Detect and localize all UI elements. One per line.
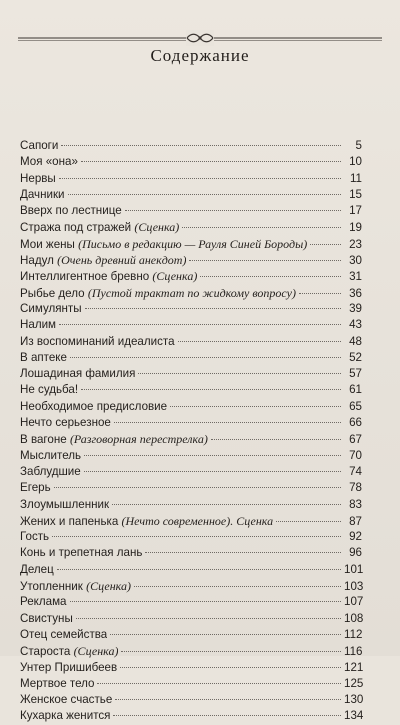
toc-entry-title-text: Нервы bbox=[20, 171, 56, 185]
page-title: Содержание bbox=[150, 46, 250, 65]
toc-entry-title-text: Интеллигентное бревно bbox=[20, 270, 150, 284]
toc-entry-title-text: Конь и трепетная лань bbox=[20, 546, 143, 560]
ornament-divider bbox=[0, 30, 400, 46]
toc-entry-page-number: 19 bbox=[349, 221, 362, 235]
toc-entry bbox=[20, 627, 362, 643]
toc-entry-title bbox=[20, 497, 109, 513]
dot-leader bbox=[68, 194, 341, 195]
toc-entry-subtitle: (Сценка) bbox=[134, 220, 180, 235]
dot-leader bbox=[211, 439, 341, 440]
toc-entry-page-number: 57 bbox=[349, 367, 362, 381]
toc-entry-page-number: 107 bbox=[344, 595, 364, 609]
toc-entry bbox=[20, 676, 362, 692]
toc-entry bbox=[20, 268, 362, 284]
toc-entry-title bbox=[20, 187, 65, 203]
toc-entry-page-number: 96 bbox=[349, 546, 362, 560]
toc-entry-title bbox=[20, 594, 67, 610]
toc-entry-title bbox=[20, 154, 78, 170]
toc-entry-title-text: Свистуны bbox=[20, 611, 73, 625]
toc-entry-page-number: 30 bbox=[349, 254, 362, 268]
toc-entry-title bbox=[20, 578, 131, 595]
toc-entry bbox=[20, 317, 362, 333]
toc-entry-page-number: 36 bbox=[349, 286, 362, 300]
toc-entry bbox=[20, 611, 362, 627]
dot-leader bbox=[182, 227, 341, 228]
toc-entry-subtitle: (Сценка) bbox=[73, 644, 119, 659]
toc-entry bbox=[20, 219, 362, 235]
toc-entry bbox=[20, 464, 362, 480]
toc-entry bbox=[20, 448, 362, 464]
dot-leader bbox=[110, 634, 341, 635]
dot-leader bbox=[170, 406, 341, 407]
toc-entry-subtitle: (Сценка) bbox=[152, 269, 198, 284]
toc-entry-page-number: 43 bbox=[349, 318, 362, 332]
toc-entry-title-text: Злоумышленник bbox=[20, 497, 110, 511]
dot-leader bbox=[84, 471, 341, 472]
toc-entry-title-text: Моя «она» bbox=[20, 155, 78, 169]
dot-leader bbox=[310, 244, 341, 245]
toc-entry bbox=[20, 399, 362, 415]
toc-entry-title-text: Женское счастье bbox=[20, 693, 113, 707]
toc-entry-page-number: 92 bbox=[349, 530, 362, 544]
toc-entry bbox=[20, 529, 362, 545]
toc-entry-title bbox=[20, 317, 56, 333]
toc-entry bbox=[20, 708, 362, 724]
toc-entry-title-text: Утопленник bbox=[20, 580, 83, 594]
dot-leader bbox=[84, 455, 341, 456]
toc-entry-title bbox=[20, 382, 78, 398]
toc-entry-page-number: 5 bbox=[355, 139, 362, 152]
toc-entry bbox=[20, 431, 362, 447]
dot-leader bbox=[54, 487, 341, 488]
toc-entry bbox=[20, 594, 362, 610]
toc-entry-title-text: В аптеке bbox=[20, 350, 67, 364]
toc-entry-title-text: Лошадиная фамилия bbox=[20, 367, 136, 381]
toc-entry bbox=[20, 171, 362, 187]
toc-entry-page-number: 134 bbox=[344, 709, 364, 723]
dot-leader bbox=[59, 178, 341, 179]
toc-entry bbox=[20, 415, 362, 431]
toc-entry-page-number: 11 bbox=[349, 171, 362, 185]
dot-leader bbox=[121, 651, 341, 652]
toc-entry-page-number: 31 bbox=[349, 270, 362, 284]
toc-entry-title-text: Отец семейства bbox=[20, 627, 108, 641]
toc-entry-subtitle: (Нечто современное). Сценка bbox=[121, 513, 274, 528]
toc-entry-page-number: 125 bbox=[344, 676, 364, 690]
toc-entry-title-text: Нечто серьезное bbox=[20, 416, 111, 430]
dot-leader bbox=[299, 293, 341, 294]
dot-leader bbox=[125, 210, 341, 211]
toc-entry-page-number: 74 bbox=[349, 464, 362, 478]
toc-entry-title-text: Кухарка женится bbox=[20, 709, 111, 723]
toc-entry bbox=[20, 334, 362, 350]
toc-entry bbox=[20, 497, 362, 513]
toc-entry-title-text: Мертвое тело bbox=[20, 676, 95, 690]
toc-entry-title-text: Рыбье дело bbox=[20, 286, 85, 300]
toc-entry bbox=[20, 382, 362, 398]
toc-entry-page-number: 130 bbox=[344, 693, 364, 707]
toc-entry-title bbox=[20, 285, 296, 302]
toc-entry-title bbox=[20, 334, 175, 350]
toc-entry bbox=[20, 545, 362, 561]
toc-entry-title bbox=[20, 643, 118, 660]
dot-leader bbox=[115, 699, 341, 700]
toc-entry bbox=[20, 562, 362, 578]
toc-entry-page-number: 48 bbox=[349, 334, 362, 348]
toc-entry-subtitle: (Сценка) bbox=[86, 579, 131, 594]
toc-entry-title bbox=[20, 562, 54, 578]
toc-entry-title-text: Из воспоминаний идеалиста bbox=[20, 334, 175, 348]
toc-entry bbox=[20, 480, 362, 496]
toc-entry-title bbox=[20, 611, 73, 627]
toc-entry-title-text: Жених и папенька bbox=[20, 514, 119, 528]
dot-leader bbox=[112, 504, 341, 505]
toc-entry-title bbox=[20, 692, 112, 708]
toc-entry-title-text: Симулянты bbox=[20, 301, 82, 315]
dot-leader bbox=[57, 569, 341, 570]
toc-entry-title bbox=[20, 138, 58, 154]
toc-entry-title bbox=[20, 252, 186, 269]
dot-leader bbox=[81, 389, 341, 390]
dot-leader bbox=[70, 601, 341, 602]
dot-leader bbox=[134, 586, 341, 587]
toc-entry bbox=[20, 138, 362, 154]
dot-leader bbox=[70, 357, 341, 358]
toc-entry-page-number: 65 bbox=[349, 399, 362, 413]
toc-entry-page-number: 87 bbox=[349, 514, 362, 528]
toc-entry-title-text: Делец bbox=[20, 562, 54, 576]
dot-leader bbox=[178, 341, 341, 342]
toc-entry-title bbox=[20, 268, 197, 285]
toc-entry-title bbox=[20, 676, 94, 692]
toc-entry-title bbox=[20, 399, 167, 415]
toc-entry-title bbox=[20, 171, 56, 187]
toc-entry-title bbox=[20, 415, 111, 431]
toc-entry-title bbox=[20, 448, 81, 464]
toc-entry-page-number: 70 bbox=[349, 448, 362, 462]
toc-entry-page-number: 78 bbox=[349, 481, 362, 495]
dot-leader bbox=[189, 260, 341, 261]
toc-entry bbox=[20, 350, 362, 366]
toc-entry-page-number: 116 bbox=[344, 645, 363, 659]
toc-entry-page-number: 39 bbox=[349, 301, 362, 315]
dot-leader bbox=[52, 536, 341, 537]
toc-entry-subtitle: (Пустой трактат по жидкому вопросу) bbox=[87, 285, 296, 300]
toc-entry-page-number: 17 bbox=[349, 204, 362, 218]
toc-entry-title-text: В вагоне bbox=[20, 433, 67, 447]
dot-leader bbox=[61, 145, 341, 146]
toc-entry-title-text: Дачники bbox=[20, 187, 65, 201]
toc-entry-subtitle: (Очень древний анекдот) bbox=[57, 253, 187, 268]
toc-entry-title-text: Стража под стражей bbox=[20, 221, 132, 235]
dot-leader bbox=[120, 667, 341, 668]
dot-leader bbox=[97, 683, 341, 684]
toc-entry-title bbox=[20, 708, 110, 724]
dot-leader bbox=[81, 161, 341, 162]
toc-entry-subtitle: (Письмо в редакцию — Рауля Синей Бороды) bbox=[78, 236, 308, 251]
toc-entry-title bbox=[20, 529, 49, 545]
toc-entry bbox=[20, 154, 362, 170]
dot-leader bbox=[59, 324, 341, 325]
toc-entry-title-text: Мыслитель bbox=[20, 448, 82, 462]
dot-leader bbox=[76, 618, 341, 619]
toc-entry bbox=[20, 285, 362, 301]
toc-entry-title bbox=[20, 431, 208, 448]
toc-entry-title bbox=[20, 464, 81, 480]
toc-entry-title-text: Налим bbox=[20, 318, 57, 332]
toc-entry-page-number: 15 bbox=[349, 187, 362, 201]
dot-leader bbox=[138, 373, 341, 374]
dot-leader bbox=[145, 552, 341, 553]
toc-entry-title-text: Староста bbox=[20, 645, 71, 659]
toc-entry-title bbox=[20, 513, 273, 530]
toc-entry-title-text: Унтер Пришибеев bbox=[20, 660, 118, 674]
toc-entry bbox=[20, 252, 362, 268]
toc-entry-page-number: 67 bbox=[349, 433, 362, 447]
toc-entry-page-number: 101 bbox=[344, 562, 364, 576]
toc-entry bbox=[20, 187, 362, 203]
toc-entry-title-text: Надул bbox=[20, 254, 54, 268]
toc-entry-title-text: Необходимое предисловие bbox=[20, 399, 168, 413]
toc-entry-title bbox=[20, 219, 179, 236]
toc-entry bbox=[20, 692, 362, 708]
toc-entry bbox=[20, 643, 362, 659]
dot-leader bbox=[114, 422, 341, 423]
toc-entry-page-number: 23 bbox=[349, 237, 362, 251]
toc-entry-title bbox=[20, 236, 307, 253]
toc-entry-title-text: Гость bbox=[20, 530, 50, 544]
dot-leader bbox=[85, 308, 341, 309]
toc-entry-title bbox=[20, 301, 82, 317]
dot-leader bbox=[200, 276, 341, 277]
toc-entry bbox=[20, 578, 362, 594]
toc-entry bbox=[20, 203, 362, 219]
toc-entry-title bbox=[20, 350, 67, 366]
toc-entry-page-number: 10 bbox=[349, 155, 362, 169]
toc-entry bbox=[20, 513, 362, 529]
toc-entry-title-text: Заблудшие bbox=[20, 464, 81, 478]
toc-entry bbox=[20, 236, 362, 252]
toc-entry bbox=[20, 301, 362, 317]
toc-entry-title bbox=[20, 627, 107, 643]
toc-entry-subtitle: (Разговорная перестрелка) bbox=[69, 432, 208, 447]
toc-entry-page-number: 103 bbox=[344, 580, 364, 594]
toc-entry-page-number: 66 bbox=[349, 416, 362, 430]
toc-entry-title-text: Реклама bbox=[20, 595, 67, 609]
toc-entry-title bbox=[20, 366, 135, 382]
table-of-contents bbox=[20, 138, 362, 725]
toc-entry-title-text: Егерь bbox=[20, 481, 51, 495]
toc-entry-title bbox=[20, 203, 122, 219]
toc-entry-title-text: Мои жены bbox=[20, 237, 75, 251]
toc-entry bbox=[20, 660, 362, 676]
dot-leader bbox=[113, 715, 341, 716]
toc-entry-title bbox=[20, 660, 117, 676]
toc-entry-page-number: 61 bbox=[349, 383, 362, 397]
toc-entry-page-number: 52 bbox=[349, 350, 362, 364]
toc-entry-title bbox=[20, 480, 51, 496]
toc-entry-page-number: 121 bbox=[344, 660, 364, 674]
toc-entry-title-text: Вверх по лестнице bbox=[20, 204, 122, 218]
toc-entry-page-number: 108 bbox=[344, 611, 364, 625]
toc-entry-page-number: 83 bbox=[349, 497, 362, 511]
toc-entry-title-text: Сапоги bbox=[20, 139, 59, 152]
dot-leader bbox=[276, 521, 341, 522]
toc-entry bbox=[20, 366, 362, 382]
toc-entry-title-text: Не судьба! bbox=[20, 383, 79, 397]
toc-entry-page-number: 112 bbox=[344, 627, 363, 641]
toc-entry-title bbox=[20, 545, 142, 561]
